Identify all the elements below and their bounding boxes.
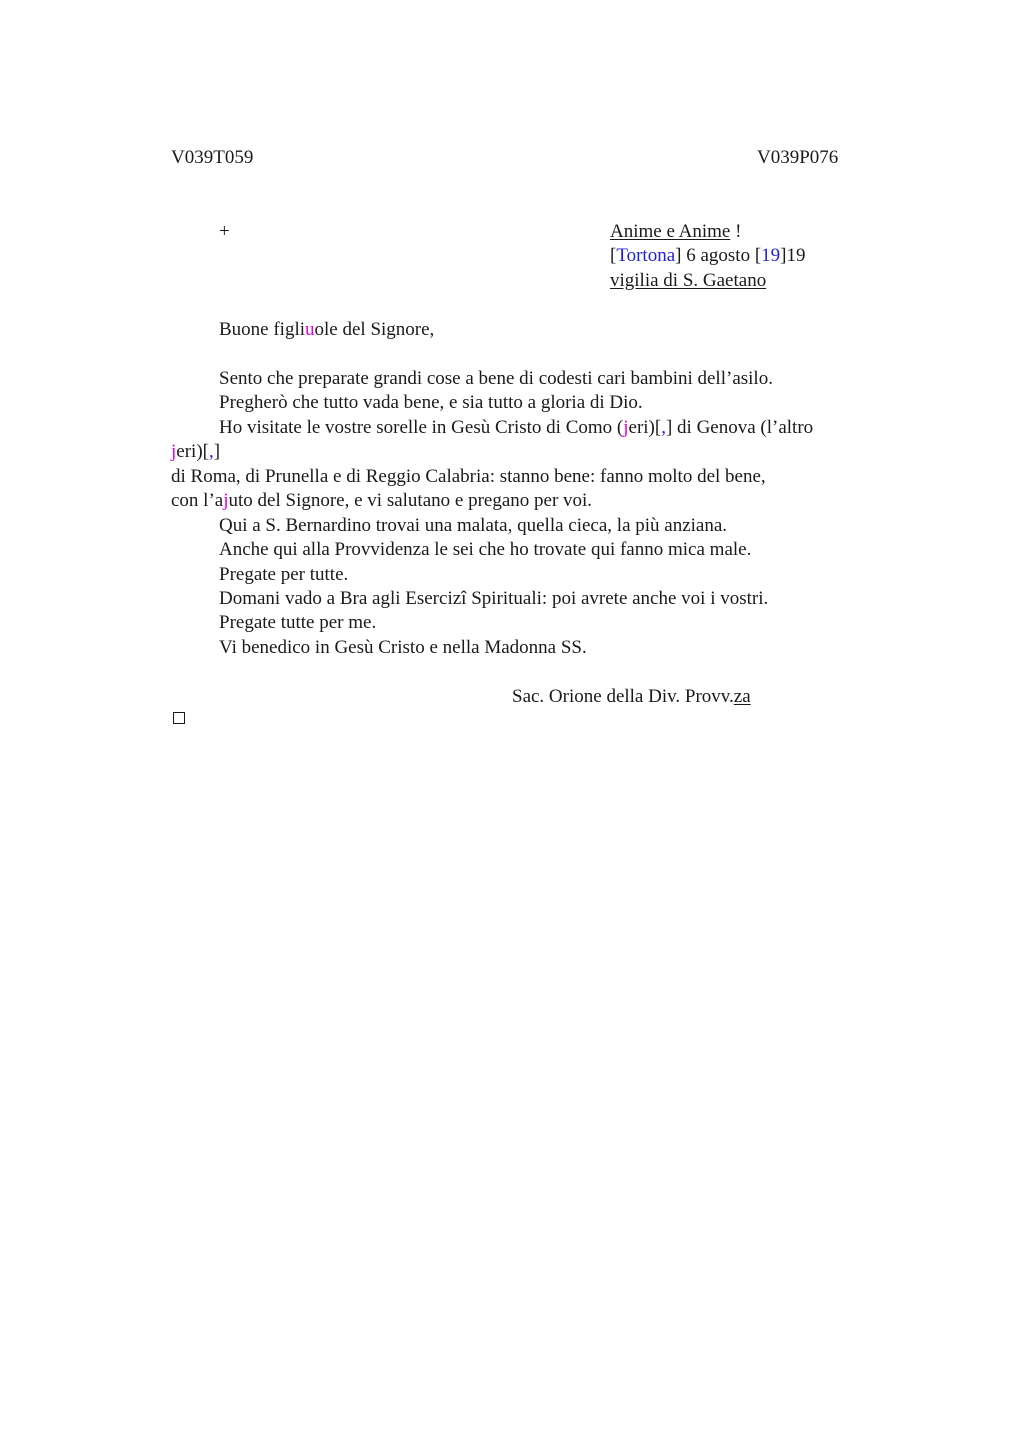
letter-date: [Tortona] 6 agosto [19]19: [610, 245, 806, 266]
feast-day: vigilia di S. Gaetano: [610, 270, 767, 291]
letter-title-punct: !: [730, 221, 742, 242]
spelling-insert: u: [305, 319, 315, 340]
body-line-10: Domani vado a Bra agli Esercizi Spirituali: poi avrete anche voi i vostri.: [219, 588, 769, 609]
signature: Sac. Orione della Div. Provv.za: [512, 686, 751, 707]
body-line-8: Anche qui alla Provvidenza le sei che ho trovate qui fanno mica male.: [219, 539, 752, 560]
cross-mark: +: [219, 221, 230, 242]
body-line-1: Sento che preparate grandi cose a bene di codesti cari bambini dell’asilo.: [219, 368, 773, 389]
body-line-4: jeri)[,]: [171, 441, 221, 462]
punctuation-insert: ,: [661, 417, 666, 438]
century-insert: 19: [761, 245, 781, 266]
body-line-3: Ho visitate le vostre sorelle in Gesù Cristo di Como (jeri)[,] di Genova (l’altro: [219, 417, 814, 438]
body-line-12: Vi benedico in Gesù Cristo e nella Madonna SS.: [219, 637, 587, 658]
body-line-7: Qui a S. Bernardino trovai una malata, quella cieca, la più anziana.: [219, 515, 728, 536]
body-line-2: Pregherò che tutto vada bene, e sia tutto a gloria di Dio.: [219, 392, 643, 413]
spelling-insert: j: [223, 490, 229, 511]
letter-title-text: Anime e Anime: [610, 221, 731, 242]
body-line-11: Pregate tutte per me.: [219, 612, 377, 633]
letter-title: [610, 220, 741, 244]
document-code-left: V039T059: [171, 147, 254, 168]
end-box-icon: [173, 712, 185, 724]
body-line-9: Pregate per tutte.: [219, 564, 349, 585]
document-code-right: V039P076: [757, 147, 839, 168]
signature-abbrev: za: [733, 686, 751, 707]
salutation: Buone figliuole del Signore,: [219, 319, 435, 340]
body-line-6: con l’ajuto del Signore, e vi salutano e pregano per voi.: [171, 490, 593, 511]
spelling-insert: j: [171, 441, 177, 462]
spelling-insert: j: [623, 417, 629, 438]
place-insert: Tortona: [616, 245, 676, 266]
body-line-5: di Roma, di Prunella e di Reggio Calabria: stanno bene: fanno molto del bene,: [171, 466, 766, 487]
punctuation-insert: ,: [208, 441, 214, 462]
